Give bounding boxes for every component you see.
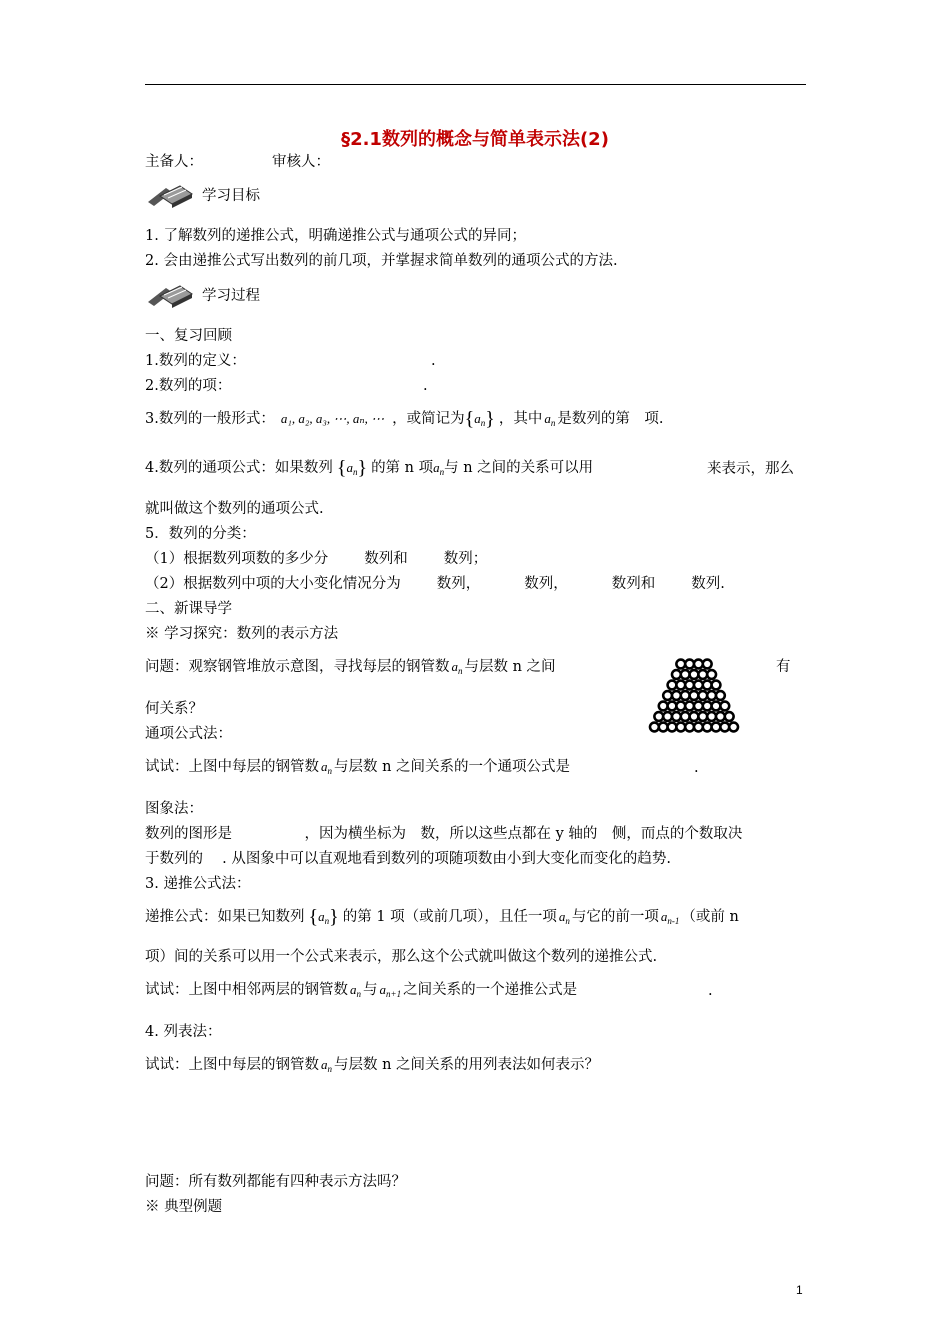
pipe-circle [676, 681, 685, 690]
book-icon [146, 280, 194, 308]
recurrence-def-1: 递推公式：如果已知数列 $\{a_n\}$ 的第 1 项（或前几项），且任一项 $a_n$ 与它的前一项 $a_{n-1}$ （或前 n [145, 906, 739, 928]
pipe-circle [698, 691, 707, 700]
pipe-circle [654, 712, 663, 721]
header-rule [145, 84, 806, 85]
try-2: 试试：上图中相邻两层的钢管数 $a_n$ 与 $a_{n+1}$ 之间关系的一个递推公式是 [145, 982, 578, 999]
steel-pipe-pile-figure [648, 658, 740, 738]
section-process-heading: 学习过程 [202, 288, 260, 304]
pipe-circle [681, 670, 690, 679]
pipe-circle [685, 702, 694, 711]
review-item-1-end: . [431, 353, 436, 369]
pipe-circle [685, 681, 694, 690]
sequence-expression: a₁, a₂, a₃, ⋯, aₙ, ⋯ [280, 411, 385, 426]
pipe-circle [707, 670, 716, 679]
pipe-circle [725, 712, 734, 721]
method-recurrence: 3. 递推公式法： [145, 876, 251, 892]
question-1: 问题：观察钢管堆放示意图，寻找每层的钢管数 $a_n$ 与层数 n 之间 [145, 659, 556, 676]
review-item-4-cont: 就叫做这个数列的通项公式. [145, 501, 324, 517]
pipe-circle [720, 723, 729, 732]
pipe-circle [729, 723, 738, 732]
question-1-cont: 何关系？ [145, 701, 203, 717]
pipe-circle [720, 702, 729, 711]
pipe-circle [668, 681, 677, 690]
try-2-end: . [708, 983, 713, 999]
book-icon [146, 180, 194, 208]
graph-text-1: 数列的图形是 ，因为横坐标为 数，所以这些点都在 y 轴的 侧，而点的个数取决 [145, 826, 743, 842]
pipe-circle [694, 702, 703, 711]
review-item-3: 3.数列的一般形式： a₁, a₂, a₃, ⋯, aₙ, ⋯ ，或简记为$\{a_n\}$ ，其中 $a_n$ 是数列的第 项. [145, 408, 664, 430]
pipe-circle [668, 723, 677, 732]
new-lesson-heading: 二、新课导学 [145, 601, 232, 617]
pipe-circle [707, 691, 716, 700]
reviewer-label: 审核人： [272, 154, 330, 170]
pipe-circle [712, 681, 721, 690]
review-heading: 一、复习回顾 [145, 328, 232, 344]
pipe-circle [698, 670, 707, 679]
pipe-circle [681, 712, 690, 721]
pipe-circle [690, 712, 699, 721]
pipe-circle [659, 702, 668, 711]
pipe-circle [716, 712, 725, 721]
pipe-circle [690, 670, 699, 679]
method-table: 4. 列表法： [145, 1024, 222, 1040]
graph-text-2: 于数列的 . 从图象中可以直观地看到数列的项随项数由小到大变化而变化的趋势. [145, 851, 671, 867]
pipe-circle [690, 691, 699, 700]
review-item-2-end: . [423, 378, 428, 394]
review-item-4: 4.数列的通项公式：如果数列 $\{a_n\}$ 的第 n 项$a_n$与 n 之间的关系可以用 [145, 457, 594, 479]
pipe-circle [694, 660, 703, 669]
pipe-circle [672, 691, 681, 700]
pipe-circle [694, 723, 703, 732]
pipe-circle [650, 723, 659, 732]
pipe-circle [698, 712, 707, 721]
preparer-label: 主备人： [145, 154, 203, 170]
pipe-circle [703, 681, 712, 690]
recurrence-def-2: 项）间的关系可以用一个公式来表示，那么这个公式就叫做这个数列的递推公式. [145, 949, 658, 965]
pipe-circle [663, 691, 672, 700]
method-graph: 图象法： [145, 801, 203, 817]
page-number: 1 [796, 1283, 803, 1297]
page-title: §2.1数列的概念与简单表示法(2) [341, 129, 609, 150]
question-1-tail: 有 [776, 659, 791, 675]
classification-2: （2）根据数列中项的大小变化情况分为 数列， 数列， 数列和 数列. [145, 576, 725, 592]
pipe-circle [716, 691, 725, 700]
goal-2: 2. 会由递推公式写出数列的前几项，并掌握求简单数列的通项公式的方法. [145, 253, 618, 269]
pipe-circle [685, 723, 694, 732]
pipe-circle [707, 712, 716, 721]
pipe-circle [672, 670, 681, 679]
pipe-circle [685, 660, 694, 669]
classification-1: （1）根据数列项数的多少分 数列和 数列； [145, 551, 488, 567]
examples-heading: ※ 典型例题 [145, 1199, 223, 1215]
pipe-circle [663, 712, 672, 721]
pipe-circle [659, 723, 668, 732]
pipe-circle [703, 702, 712, 711]
try-3: 试试：上图中每层的钢管数 $a_n$ 与层数 n 之间关系的用列表法如何表示？ [145, 1057, 600, 1074]
method-general-formula: 通项公式法： [145, 726, 232, 742]
pipe-circle [694, 681, 703, 690]
goal-1: 1. 了解数列的递推公式，明确递推公式与通项公式的异同； [145, 228, 526, 244]
pipe-circle [672, 712, 681, 721]
pipe-circle [681, 691, 690, 700]
pipe-circle [668, 702, 677, 711]
review-item-2: 2.数列的项： [145, 378, 232, 394]
section-goals-heading: 学习目标 [202, 188, 260, 204]
try-1-end: . [694, 760, 699, 776]
pipe-circle [703, 723, 712, 732]
pipe-circle [676, 702, 685, 711]
try-1: 试试：上图中每层的钢管数 $a_n$ 与层数 n 之间关系的一个通项公式是 [145, 759, 571, 776]
review-item-4-tail: 来表示，那么 [707, 461, 794, 477]
pipe-circle [712, 702, 721, 711]
review-item-1: 1.数列的定义： [145, 353, 246, 369]
pipe-circle [676, 660, 685, 669]
explore-heading: ※ 学习探究：数列的表示方法 [145, 626, 339, 642]
question-2: 问题：所有数列都能有四种表示方法吗？ [145, 1174, 406, 1190]
pipe-circle [712, 723, 721, 732]
pipe-circle [703, 660, 712, 669]
pipe-circle [676, 723, 685, 732]
review-item-5: 5．数列的分类： [145, 526, 256, 542]
